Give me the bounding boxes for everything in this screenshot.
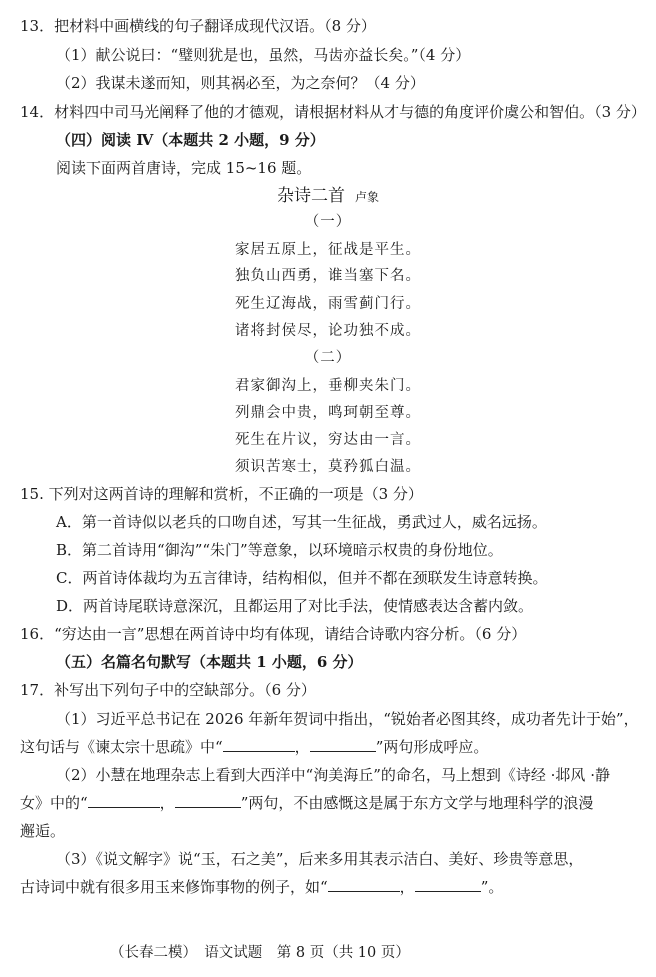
q15-stem: 15. 下列对这两首诗的理解和赏析，不正确的一项是（3 分） — [20, 485, 423, 503]
answer-blank[interactable] — [175, 793, 241, 808]
poem-title: 杂诗二首 — [276, 186, 345, 206]
q17-item-3-line-2: 古诗词中就有很多用玉来修饰事物的例子，如“ ， ”。 — [20, 878, 504, 896]
poem-line: 独负山西勇，谁当塞下名。 — [235, 268, 421, 284]
poem-line: 死生辽海战，雨雪蓟门行。 — [235, 296, 421, 312]
q13-item-1: （1）献公说曰：“璧则犹是也，虽然，马齿亦益长矣。”（4 分） — [56, 46, 471, 64]
answer-blank[interactable] — [223, 737, 295, 752]
q17-item-2-line-2: 女》中的“ ， ”两句，不由感慨这是属于东方文学与地理科学的浪漫 — [20, 794, 594, 812]
poem-line: 列鼎会中贵，鸣珂朝至尊。 — [235, 405, 421, 421]
poem-part-2-label: （二） — [304, 350, 352, 366]
poem-line: 君家御沟上，垂柳夹朱门。 — [235, 378, 421, 394]
q17-item-2-line-3: 邂逅。 — [20, 822, 66, 840]
q17-item-2-line-1: （2）小慧在地理杂志上看到大西洋中“洵美海丘”的命名，马上想到《诗经 ·邶风 ·静 — [56, 766, 610, 784]
q16-stem: 16．“穷达由一言”思想在两首诗中均有体现，请结合诗歌内容分析。（6 分） — [20, 625, 527, 643]
poem-line: 诸将封侯尽，论功独不成。 — [235, 323, 421, 339]
q17-item-1-line-2: 这句话与《谏太宗十思疏》中“ ， ”两句形成呼应。 — [20, 738, 489, 756]
answer-blank[interactable] — [310, 737, 376, 752]
poem-line: 死生在片议，穷达由一言。 — [235, 432, 421, 448]
answer-blank[interactable] — [328, 877, 400, 892]
poem-title-line — [0, 186, 656, 207]
q13-item-2: （2）我谋未遂而知，则其祸必至，为之奈何？（4 分） — [56, 74, 425, 92]
section-4-instruction: 阅读下面两首唐诗，完成 15~16 题。 — [56, 159, 312, 177]
q17-stem: 17．补写出下列句子中的空缺部分。（6 分） — [20, 681, 316, 699]
poem-author: 卢象 — [354, 190, 379, 204]
q15-option-a: A．第一首诗似以老兵的口吻自述，写其一生征战，勇武过人，威名远扬。 — [56, 513, 547, 531]
q15-option-d: D．两首诗尾联诗意深沉，且都运用了对比手法，使情感表达含蓄内敛。 — [56, 597, 534, 615]
q13-stem: 13．把材料中画横线的句子翻译成现代汉语。（8 分） — [20, 17, 376, 35]
q15-option-b: B．第二首诗用“御沟”“朱门”等意象，以环境暗示权贵的身份地位。 — [56, 541, 503, 559]
answer-blank[interactable] — [88, 793, 160, 808]
q17-item-3-line-1: （3）《说文解字》说“玉，石之美”，后来多用其表示洁白、美好、珍贵等意思， — [56, 850, 584, 868]
poem-line: 须识苦寒士，莫矜狐白温。 — [235, 459, 421, 475]
page-footer: （长春二模） 语文试题 第 8 页（共 10 页） — [110, 945, 410, 961]
q14-stem: 14．材料四中司马光阐释了他的才德观，请根据材料从才与德的角度评价虞公和智伯。（3 分） — [20, 103, 646, 121]
section-4-heading: （四）阅读 Ⅳ（本题共 2 小题，9 分） — [56, 131, 325, 149]
q15-option-c: C．两首诗体裁均为五言律诗，结构相似，但并不都在颈联发生诗意转换。 — [56, 569, 548, 587]
answer-blank[interactable] — [415, 877, 481, 892]
poem-line: 家居五原上，征战是平生。 — [235, 242, 421, 258]
section-5-heading: （五）名篇名句默写（本题共 1 小题，6 分） — [56, 653, 363, 671]
q17-item-1-line-1: （1）习近平总书记在 2026 年新年贺词中指出，“锐始者必图其终，成功者先计于始”， — [56, 710, 639, 728]
poem-part-1-label: （一） — [304, 214, 352, 230]
